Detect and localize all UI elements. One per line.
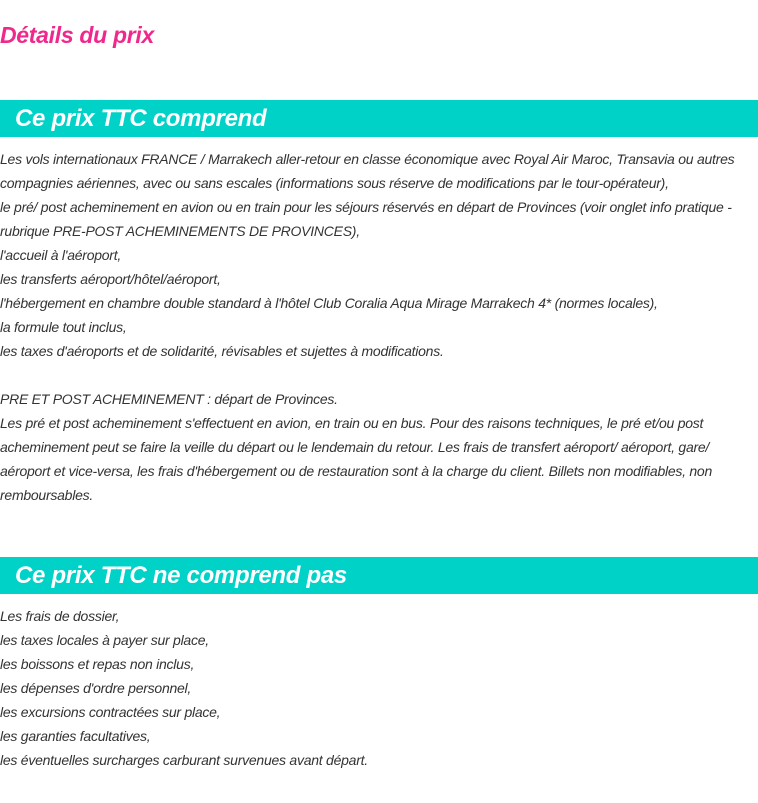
included-section-header: [0, 100, 758, 137]
included-heading: Ce prix TTC comprend: [15, 105, 267, 132]
included-item: le pré/ post acheminement en avion ou en train pour les séjours réservés en départ de Provinces (voir onglet info pratique - rubrique PRE-POST ACHEMINEMENTS DE PROVINCES),: [0, 199, 732, 239]
included-item: l'hébergement en chambre double standard à l'hôtel Club Coralia Aqua Mirage Marrakech 4* (normes locales),: [0, 295, 658, 311]
excluded-item: les dépenses d'ordre personnel,: [0, 680, 192, 696]
included-item: les transferts aéroport/hôtel/aéroport,: [0, 271, 221, 287]
transfer-note: [0, 387, 758, 507]
included-item: la formule tout inclus,: [0, 319, 127, 335]
transfer-note-title: PRE ET POST ACHEMINEMENT : départ de Provinces.: [0, 391, 338, 407]
excluded-item: les taxes locales à payer sur place,: [0, 632, 209, 648]
excluded-item: Les frais de dossier,: [0, 608, 120, 624]
excluded-heading: Ce prix TTC ne comprend pas: [15, 562, 347, 589]
excluded-item: les éventuelles surcharges carburant survenues avant départ.: [0, 752, 368, 768]
included-item: les taxes d'aéroports et de solidarité, révisables et sujettes à modifications.: [0, 343, 444, 359]
included-item: Les vols internationaux FRANCE / Marrakech aller-retour en classe économique avec Royal Air Maroc, Transavia ou autres compagnies aériennes, avec ou sans escales (informations sous réserve de modifications par le tour-opérateur),: [0, 151, 735, 191]
excluded-section-header: [0, 557, 758, 594]
excluded-item: les excursions contractées sur place,: [0, 704, 221, 720]
included-list: [0, 147, 758, 363]
excluded-item: les boissons et repas non inclus,: [0, 656, 195, 672]
excluded-item: les garanties facultatives,: [0, 728, 151, 744]
page-title: Détails du prix: [0, 22, 154, 48]
excluded-list: [0, 604, 758, 772]
included-item: l'accueil à l'aéroport,: [0, 247, 121, 263]
transfer-note-body: Les pré et post acheminement s'effectuent en avion, en train ou en bus. Pour des raisons techniques, le pré et/ou post acheminement peut se faire la veille du départ ou le lendemain du retour. Les frais de transfert aéroport/ aéroport, gare/ aéroport et vice-versa, les frais d'hébergement ou de restauration sont à la charge du client. Billets non modifiables, non remboursables.: [0, 415, 713, 503]
